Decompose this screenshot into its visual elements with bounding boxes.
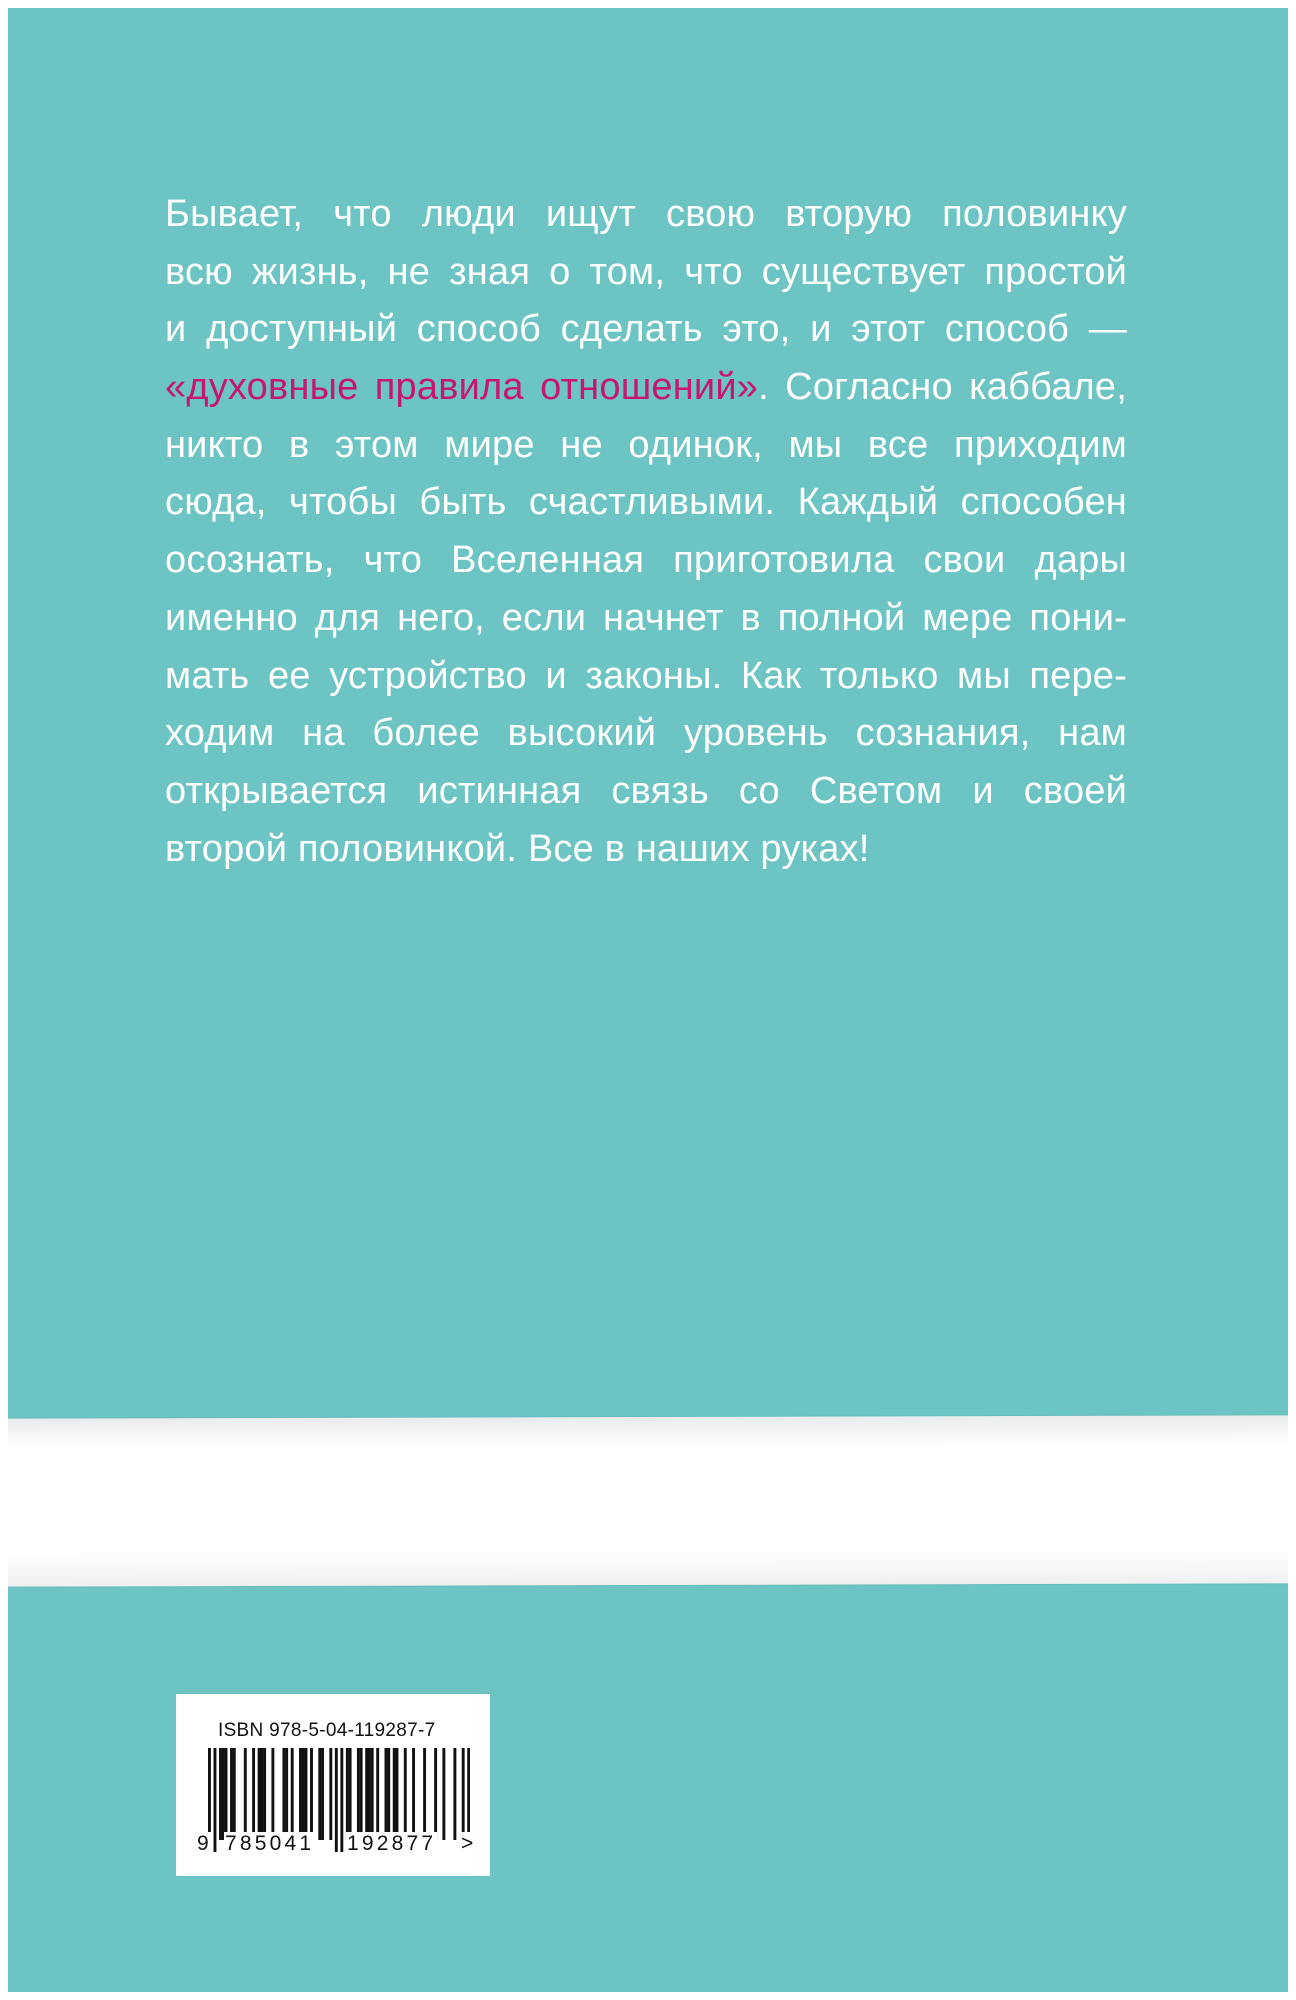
barcode-bar [360, 1748, 363, 1840]
barcode-bar [282, 1748, 285, 1840]
barcode-bar [404, 1748, 407, 1840]
barcode-bar [271, 1748, 274, 1840]
blurb-line: всю жизнь, не зная о том, что существует простой [165, 250, 1127, 293]
barcode-bar [321, 1748, 324, 1840]
blurb-line: мать ее устройство и законы. Как только мы пере- [165, 654, 1127, 697]
barcode-bar [310, 1748, 313, 1840]
barcode-bar [453, 1748, 456, 1840]
barcode-bar [263, 1748, 266, 1840]
barcode-digits [196, 1832, 478, 1862]
blurb-line-rest: . Согласно каббале, [758, 366, 1127, 409]
barcode-bar [285, 1748, 288, 1840]
blurb-highlight: «духовные правила отношений» [165, 366, 759, 409]
barcode-bar [260, 1748, 263, 1840]
isbn-barcode [176, 1694, 490, 1876]
barcode-bar [376, 1748, 379, 1840]
barcode-bar [299, 1748, 302, 1840]
barcode-bar [329, 1748, 332, 1840]
isbn-label: ISBN 978-5-04-119287-7 [218, 1720, 436, 1741]
barcode-bar [244, 1748, 247, 1840]
barcode-digits-left: 785041 [225, 1832, 315, 1855]
barcode-bar [423, 1748, 426, 1840]
barcode-bar [222, 1748, 225, 1840]
blurb-line: и доступный способ сделать это, и этот способ — [165, 308, 1127, 351]
barcode-bar [385, 1748, 388, 1840]
barcode-digits-right: 192877 [347, 1832, 437, 1855]
barcode-bar [357, 1748, 360, 1840]
barcode-bar [346, 1748, 349, 1840]
barcode-bar [371, 1748, 374, 1840]
barcode-bar [291, 1748, 294, 1840]
blurb-line: ходим на более высокий уровень сознания, нам [165, 712, 1127, 755]
barcode-bar [233, 1748, 236, 1840]
barcode-bar [318, 1748, 321, 1840]
blurb-line: осознать, что Вселенная приготовила свои дары [165, 539, 1127, 582]
barcode-bar [230, 1748, 233, 1840]
barcode-digit-end: > [461, 1832, 477, 1855]
barcode-bar [434, 1748, 437, 1840]
barcode-digit-first: 9 [197, 1832, 212, 1855]
barcode-bar [252, 1748, 255, 1840]
blurb-line: второй половинкой. Все в наших руках! [165, 827, 870, 870]
barcode-bar [442, 1748, 445, 1840]
barcode-bar [387, 1748, 390, 1840]
barcode-bar [396, 1748, 399, 1840]
barcode-bar [368, 1748, 371, 1840]
blurb-line: именно для него, если начнет в полной мере пони- [165, 596, 1127, 639]
barcode-bar [412, 1748, 415, 1840]
blurb-line: сюда, чтобы быть счастливыми. Каждый способен [165, 481, 1127, 524]
barcode-bar [305, 1748, 308, 1840]
barcode-bar [365, 1748, 368, 1840]
barcode-bar [302, 1748, 305, 1840]
barcode-bar [349, 1748, 352, 1840]
white-ribbon-band [8, 1415, 1288, 1586]
blurb-line: открывается истинная связь со Светом и своей [165, 769, 1127, 812]
barcode-bar [225, 1748, 228, 1840]
blurb-line: Бывает, что люди ищут свою вторую половинку [165, 193, 1127, 235]
barcode-bar [219, 1748, 222, 1840]
cover-blurb [165, 186, 1127, 878]
blurb-line: никто в этом мире не одинок, мы все приходим [165, 423, 1127, 466]
barcode-bar [258, 1748, 261, 1840]
barcode-bar [393, 1748, 396, 1840]
blurb-line [165, 359, 1127, 417]
